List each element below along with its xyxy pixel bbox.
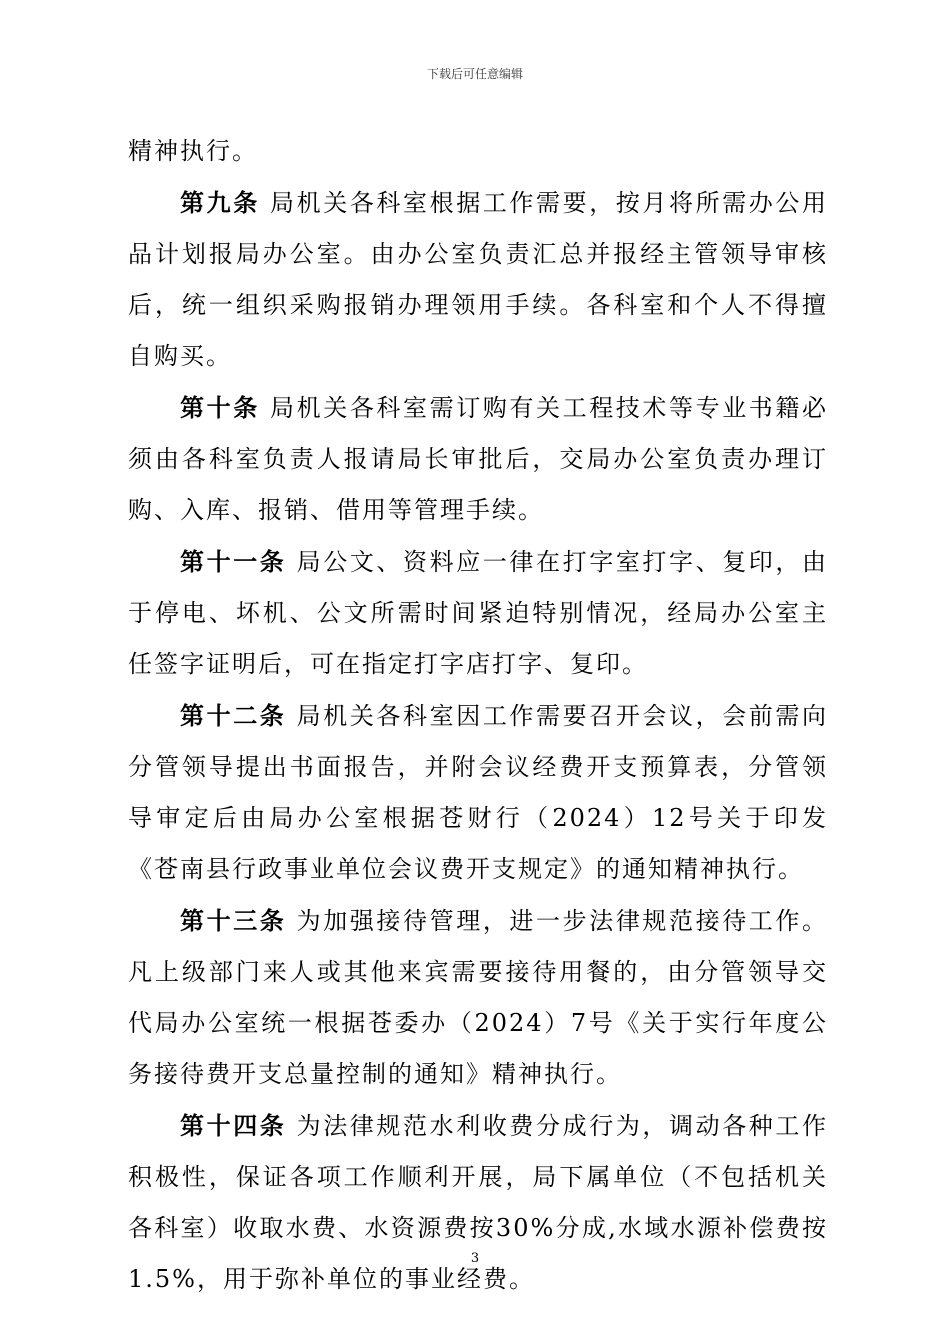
page-header: 下载后可任意编辑 [426,67,523,81]
article-14 [128,1100,828,1305]
page-number: 3 [470,1251,480,1266]
article-text: 局机关各科室根据工作需要，按月将所需办公用品计划报局办公室。由办公室负责汇总并报经主管领导审核后，统一组织采购报销办理领用手续。各科室和个人不得擅自购买。 [128,189,828,370]
article-heading: 第九条 [180,188,260,217]
paragraph-continuation [128,126,828,177]
article-12 [128,690,828,895]
article-text: 局公文、资料应一律在打字室打字、复印，由于停电、坏机、公文所需时间紧迫特别情况，经局办公室主任签字证明后，可在指定打字店打字、复印。 [128,548,829,678]
article-heading: 第十二条 [180,701,287,730]
article-heading: 第十三条 [180,906,287,935]
paragraph-text: 精神执行。 [128,137,258,165]
article-11 [128,536,828,690]
article-13 [128,895,828,1100]
article-10 [128,382,828,536]
document-body [128,126,828,1305]
article-text: 局机关各科室需订购有关工程技术等专业书籍必须由各科室负责人报请局长审批后，交局办公室负责办理订购、入库、报销、借用等管理手续。 [128,394,828,524]
article-text: 为加强接待管理，进一步法律规范接待工作。凡上级部门来人或其他来宾需要接待用餐的，由分管领导交代局办公室统一根据苍委办（2024）7号《关于实行年度公务接待费开支总量控制的通知》精神执行。 [128,907,829,1088]
article-heading: 第十四条 [180,1111,287,1140]
article-text: 为法律规范水利收费分成行为，调动各种工作积极性，保证各项工作顺利开展，局下属单位（不包括机关各科室）收取水费、水资源费按30%分成,水域水源补偿费按1.5%，用于弥补单位的事业经费。 [128,1112,829,1293]
article-text: 局机关各科室因工作需要召开会议，会前需向分管领导提出书面报告，并附会议经费开支预算表，分管领导审定后由局办公室根据苍财行（2024）12号关于印发《苍南县行政事业单位会议费开支规定》的通知精神执行。 [128,702,829,883]
article-heading: 第十一条 [180,547,287,576]
article-heading: 第十条 [180,393,260,422]
article-9 [128,177,828,382]
